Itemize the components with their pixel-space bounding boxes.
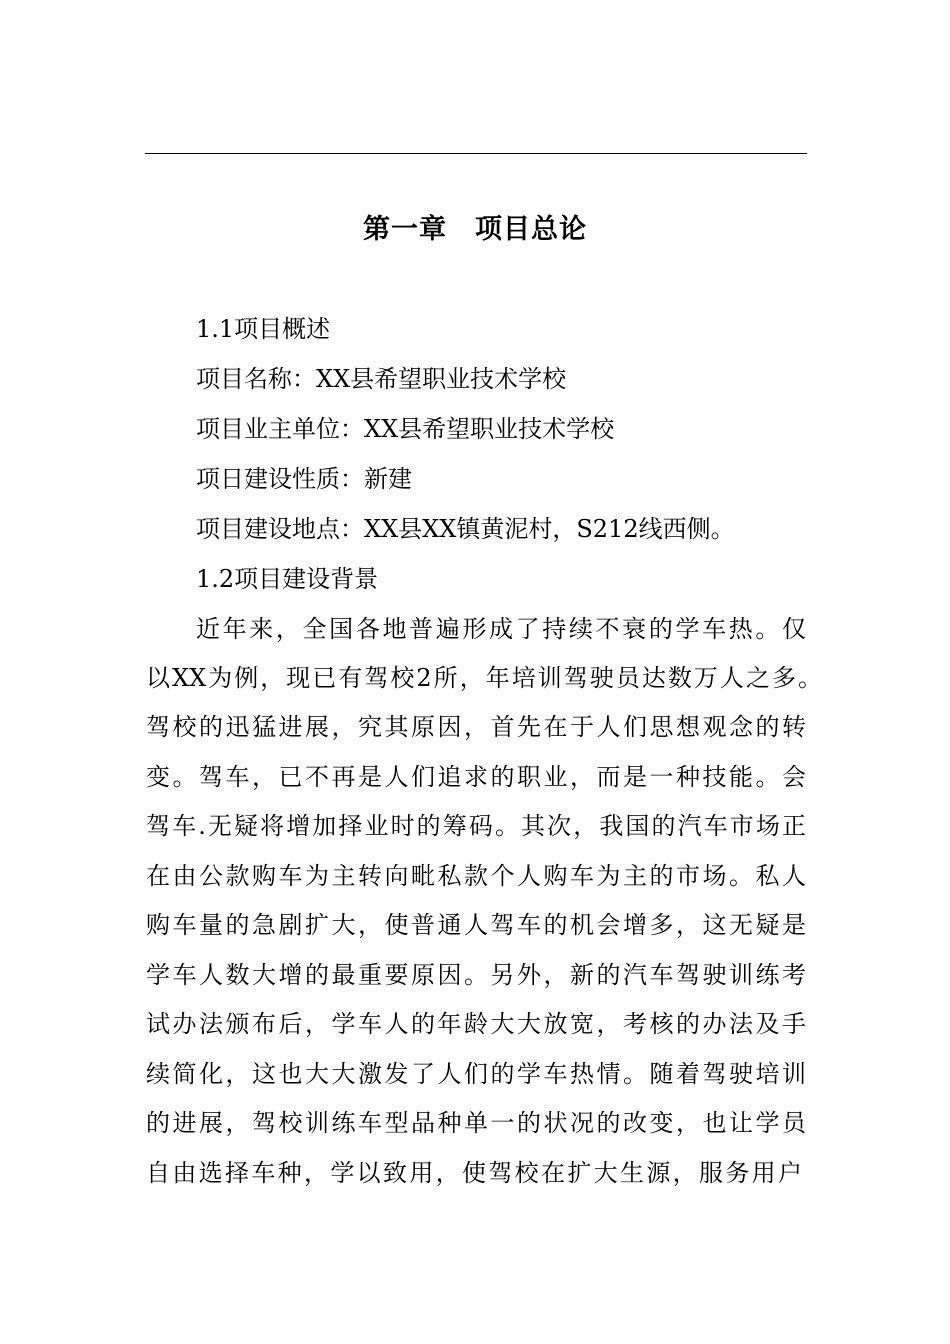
body-line: 的进展，驾校训练车型品种单一的状况的改变，也让学员 bbox=[146, 1109, 806, 1137]
body-line: 驾校的迅猛进展，究其原因，首先在于人们思想观念的转 bbox=[146, 713, 806, 741]
body-line: 在由公款购车为主转向毗私款个人购车为主的市场。私人 bbox=[146, 862, 806, 890]
body-line: 驾车.无疑将增加择业时的筹码。其次，我国的汽车市场正 bbox=[146, 812, 806, 840]
section-heading-1-2: 1.2项目建设背景 bbox=[196, 565, 379, 593]
project-location-line: 项目建设地点：XX县XX镇黄泥村，S212线西侧。 bbox=[196, 515, 735, 543]
body-line: 变。驾车，已不再是人们追求的职业，而是一种技能。会 bbox=[146, 763, 806, 791]
body-line: 学车人数大增的最重要原因。另外，新的汽车驾驶训练考 bbox=[146, 961, 806, 989]
body-line: 自由选择车种，学以致用，使驾校在扩大生源，服务用户 bbox=[146, 1159, 802, 1187]
project-nature-line: 项日建设性质：新建 bbox=[196, 465, 412, 493]
body-line: 续简化，这也大大激发了人们的学车热情。随着驾驶培训 bbox=[146, 1060, 806, 1088]
body-line: 近年来，全国各地普遍形成了持续不衰的学车热。仅 bbox=[196, 615, 806, 643]
header-rule bbox=[145, 153, 807, 154]
project-owner-line: 项目业主单位：XX县希望职业技术学校 bbox=[196, 415, 615, 443]
body-line: 试办法颁布后，学车人的年龄大大放宽，考核的办法及手 bbox=[146, 1010, 806, 1038]
body-line: 购车量的急剧扩大，使普通人驾车的机会增多，这无疑是 bbox=[146, 911, 806, 939]
project-name-line: 项目名称：XX县希望职业技术学校 bbox=[196, 365, 567, 393]
section-heading-1-1: 1.1项目概述 bbox=[196, 315, 331, 343]
chapter-title: 第一章 项目总论 bbox=[363, 214, 587, 245]
body-line: 以XX为例，现已有驾校2所，年培训驾驶员达数万人之多。 bbox=[146, 664, 822, 692]
